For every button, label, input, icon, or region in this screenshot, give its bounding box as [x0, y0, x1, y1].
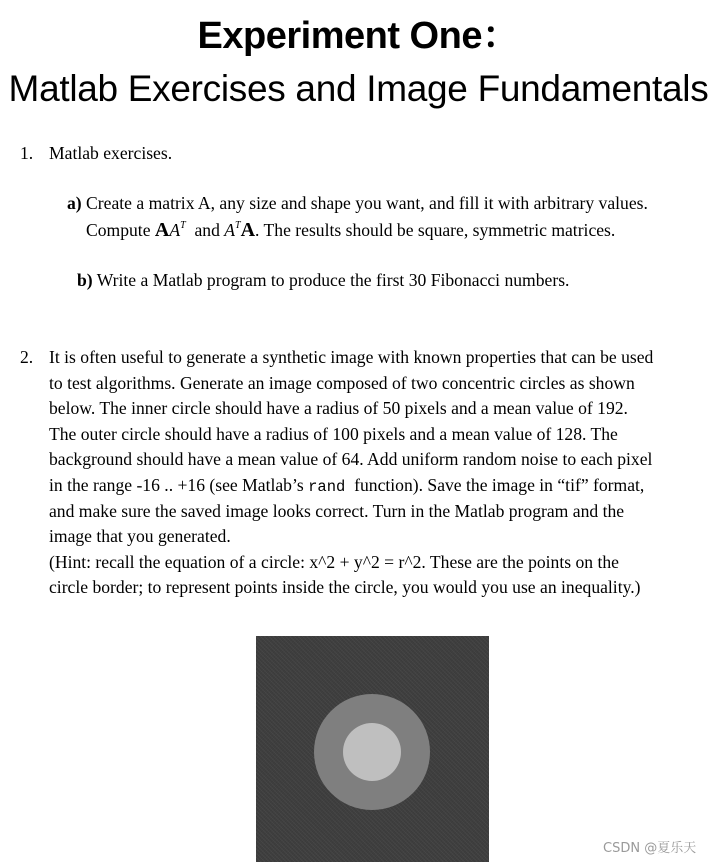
exercise-b-label: b)	[77, 270, 93, 290]
exercise-a-label: a)	[67, 193, 82, 213]
exercise-a-line-1	[67, 193, 648, 214]
concentric-circles-image	[256, 636, 489, 862]
math-transpose: T	[180, 220, 186, 231]
exercise-a-result-text: . The results should be square, symmetric matrices.	[255, 220, 616, 240]
compute-text: Compute	[86, 220, 155, 240]
section-2-line: to test algorithms. Generate an image composed of two concentric circles as shown	[49, 373, 635, 393]
section-2-line: It is often useful to generate a synthetic image with known properties that can be used	[49, 347, 654, 367]
math-bold-a: A	[154, 219, 170, 241]
and-text: and	[185, 220, 225, 240]
section-1-heading: Matlab exercises.	[49, 143, 173, 163]
math-italic-a: A	[169, 220, 181, 240]
math-bold-a-2: A	[240, 219, 256, 241]
inner-circle	[343, 723, 401, 781]
hint-line: (Hint: recall the equation of a circle: x^2 + y^2 = r^2. These are the points on the	[49, 552, 619, 572]
section-1-number: 1.	[20, 143, 34, 163]
math-italic-a-2: A	[224, 220, 236, 240]
code-rand: rand	[308, 478, 346, 496]
document-subtitle: Matlab Exercises and Image Fundamentals	[8, 68, 709, 109]
section-2-line: The outer circle should have a radius of 100 pixels and a mean value of 128. The	[49, 424, 618, 444]
section-2-line: below. The inner circle should have a radius of 50 pixels and a mean value of 192.	[49, 398, 628, 418]
range-text: in the range -16 .. +16 (see Matlab’s	[49, 475, 309, 495]
section-2-line: image that you generated.	[49, 526, 231, 546]
csdn-watermark: CSDN @夏乐天	[603, 841, 697, 856]
math-transpose-2: T	[235, 220, 241, 231]
section-2-line: background should have a mean value of 64. Add uniform random noise to each pixel	[49, 449, 653, 469]
exercise-b-text: Write a Matlab program to produce the first 30 Fibonacci numbers.	[92, 270, 570, 290]
exercise-b	[77, 270, 569, 291]
section-2-line: and make sure the saved image looks correct. Turn in the Matlab program and the	[49, 501, 625, 521]
section-2-line-rand	[49, 475, 644, 496]
function-text: function). Save the image in “tif” format,	[345, 475, 645, 495]
section-2-number: 2.	[20, 347, 34, 367]
document-title: Experiment One：	[197, 15, 520, 57]
exercise-a-line-2	[86, 219, 615, 242]
exercise-a-text: Create a matrix A, any size and shape you want, and fill it with arbitrary values.	[81, 193, 648, 213]
hint-line: circle border; to represent points inside the circle, you would you use an inequality.)	[49, 577, 641, 597]
